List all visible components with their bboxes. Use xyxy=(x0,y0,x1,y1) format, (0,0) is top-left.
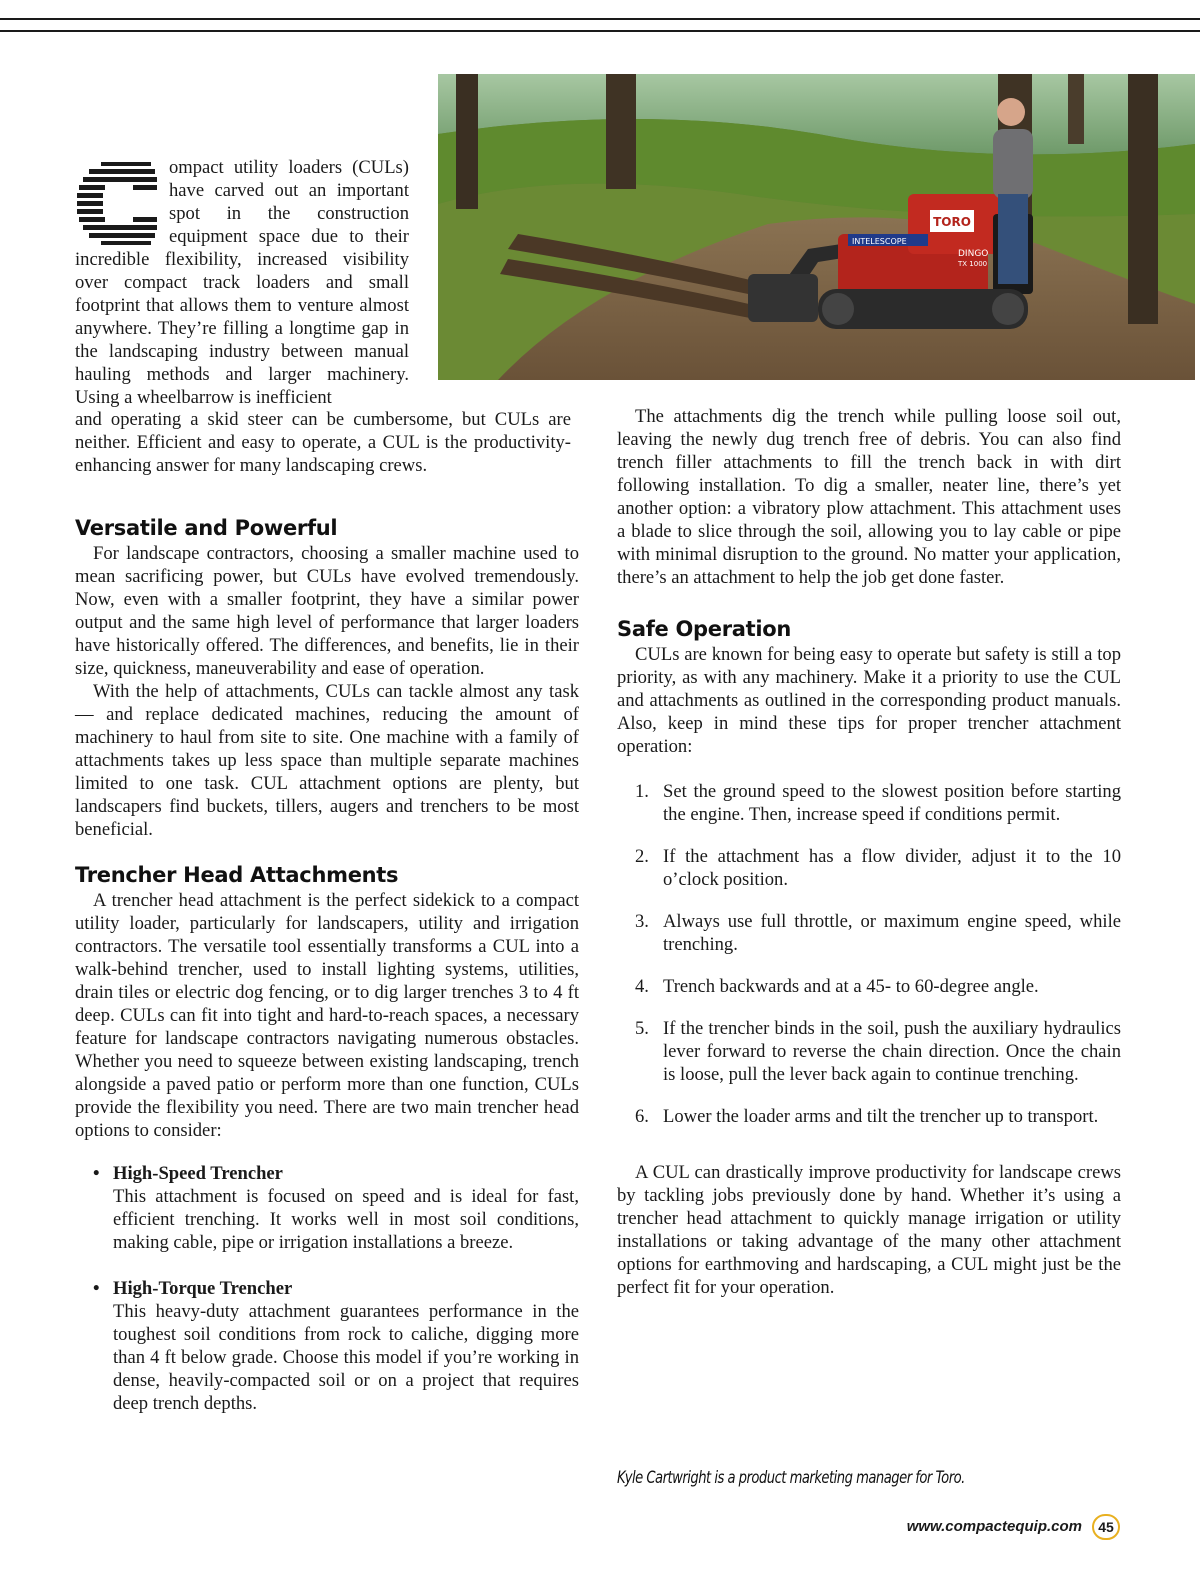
versatile-paragraph-1: For landscape contractors, choosing a smaller machine used to mean sacrificing power, but CULs have evolved tremendously. Now, even with a smaller footprint, they have a similar power output and the same high level of performance that larger loaders have historically offered. The differences, and benefits, lie in their size, quickness, maneuverability and ease of operation. xyxy=(75,543,579,679)
bullet-title: High-Torque Trencher xyxy=(113,1278,293,1299)
list-item xyxy=(617,975,1121,998)
photo-model-number: TX 1000 xyxy=(958,260,988,268)
tip-text: If the attachment has a flow divider, adjust it to the 10 o’clock position. xyxy=(663,846,1121,890)
top-rule-2 xyxy=(0,30,1200,32)
intro-lead-text: ompact utility loaders (CULs) have carved out an important spot in the construction equipment space due to their incredible flexibility, increased visibility over compact track loaders and small footprint that allows them to venture almost anywhere. They’re filling a longtime gap in the landscaping industry between manual hauling methods and larger machinery. Using a wheelbarrow is inefficient xyxy=(75,157,409,408)
footer-url: www.compactequip.com xyxy=(906,1518,1082,1535)
list-item xyxy=(617,1105,1121,1128)
tip-text: Trench backwards and at a 45- to 60-degree angle. xyxy=(663,976,1039,997)
trencher-paragraph-1: A trencher head attachment is the perfect sidekick to a compact utility loader, particularly for landscapers, utility and irrigation contractors. The versatile tool essentially transforms a CUL into a walk-behind trencher, used to install lighting systems, utilities, drain tiles or electric dog fencing, or to dig larger trenches 3 to 4 ft deep. CULs can fit into tight and hard-to-reach spaces, a necessary feature for landscape contractors navigating numerous obstacles. Whether you need to squeeze between existing landscaping, trench alongside a paved patio or perform more than one function, CULs provide the flexibility you need. There are two main trencher head options to consider: xyxy=(75,890,579,1141)
versatile-paragraph-2: With the help of attachments, CULs can tackle almost any task — and replace dedicated machines, reducing the amount of machinery to haul from site to site. One machine with a family of attachments takes up less space than multiple separate machines limited to one task. CUL attachment options are plenty, but landscapers find buckets, tillers, augers and trenchers to be most beneficial. xyxy=(75,681,579,840)
tip-text: Set the ground speed to the slowest position before starting the engine. Then, increase speed if conditions permit. xyxy=(663,781,1121,825)
heading-trencher: Trencher Head Attachments xyxy=(75,863,399,887)
list-number: 6. xyxy=(635,1106,649,1127)
tips-list xyxy=(617,780,1121,1128)
drop-cap-c-icon xyxy=(75,160,163,248)
intro-rest-text: and operating a skid steer can be cumbersome, but CULs are neither. Efficient and easy to operate, a CUL is the productivity-enhancing answer for many landscaping crews. xyxy=(75,409,571,476)
page-number-badge: 45 xyxy=(1092,1514,1120,1540)
tip-text: If the trencher binds in the soil, push the auxiliary hydraulics lever forward to reverse the chain direction. Once the chain is loose, pull the lever back again to continue trenching. xyxy=(663,1018,1121,1085)
spacer xyxy=(617,758,1121,780)
top-rule-1 xyxy=(0,18,1200,20)
heading-versatile: Versatile and Powerful xyxy=(75,516,338,540)
list-item xyxy=(617,910,1121,956)
list-item xyxy=(617,1017,1121,1086)
spacer xyxy=(617,589,1121,615)
spacer xyxy=(617,1147,1121,1161)
right-column xyxy=(617,405,1121,1299)
tip-text: Lower the loader arms and tilt the trencher up to transport. xyxy=(663,1106,1099,1127)
list-item xyxy=(75,1277,579,1415)
spacer xyxy=(75,1142,579,1162)
author-byline: Kyle Cartwright is a product marketing manager for Toro. xyxy=(617,1468,965,1488)
bullet-title: High-Speed Trencher xyxy=(113,1163,283,1184)
list-number: 2. xyxy=(635,846,649,867)
article-photo xyxy=(438,74,1195,380)
tip-text: Always use full throttle, or maximum engine speed, while trenching. xyxy=(663,911,1121,955)
spacer xyxy=(75,841,579,861)
list-number: 4. xyxy=(635,976,649,997)
bullet-marker: • xyxy=(93,1163,100,1184)
photo-brand-label: TORO xyxy=(933,215,971,229)
photo-model-label: DINGO xyxy=(958,249,989,259)
photo-telescope-label: INTELESCOPE xyxy=(852,237,907,246)
bullet-text: This attachment is focused on speed and is ideal for fast, efficient trenching. It works well in most soil conditions, making cable, pipe or irrigation installations a breeze. xyxy=(113,1186,579,1253)
list-item xyxy=(75,1162,579,1254)
trencher-options-list xyxy=(75,1162,579,1415)
safe-paragraph-1: CULs are known for being easy to operate but safety is still a top priority, as with any machinery. Make it a priority to use the CUL and attachments as outlined in the corresponding product manuals. Also, keep in mind these tips for proper trencher attachment operation: xyxy=(617,644,1121,757)
bullet-text: This heavy-duty attachment guarantees performance in the toughest soil conditions from rock to caliche, digging more than 4 ft below grade. Choose this model if you’re working in dense, heavily-compacted soil or on a project that requires deep trench depths. xyxy=(113,1301,579,1414)
list-item xyxy=(617,845,1121,891)
left-column xyxy=(75,514,579,1415)
intro-paragraph xyxy=(75,156,409,409)
closing-paragraph: A CUL can drastically improve productivity for landscape crews by tackling jobs previously done by hand. Whether it’s using a trencher head attachment to quickly manage irrigation or utility installations or taking advantage of the many other attachment options for earthmoving and hardscaping, a CUL might just be the perfect fit for your operation. xyxy=(617,1162,1121,1298)
list-item xyxy=(617,780,1121,826)
right-intro-paragraph: The attachments dig the trench while pulling loose soil out, leaving the newly dug trench free of debris. You can also find trench filler attachments to fill the trench back in with dirt following installation. To dig a smaller, neater line, there’s yet another option: a vibratory plow attachment. This attachment uses a blade to slice through the soil, allowing you to lay cable or pipe with minimal disruption to the ground. No matter your application, there’s an attachment to help the job get done faster. xyxy=(617,406,1121,588)
list-number: 5. xyxy=(635,1018,649,1039)
bullet-marker: • xyxy=(93,1278,100,1299)
list-number: 3. xyxy=(635,911,649,932)
heading-safe-operation: Safe Operation xyxy=(617,617,792,641)
list-number: 1. xyxy=(635,781,649,802)
